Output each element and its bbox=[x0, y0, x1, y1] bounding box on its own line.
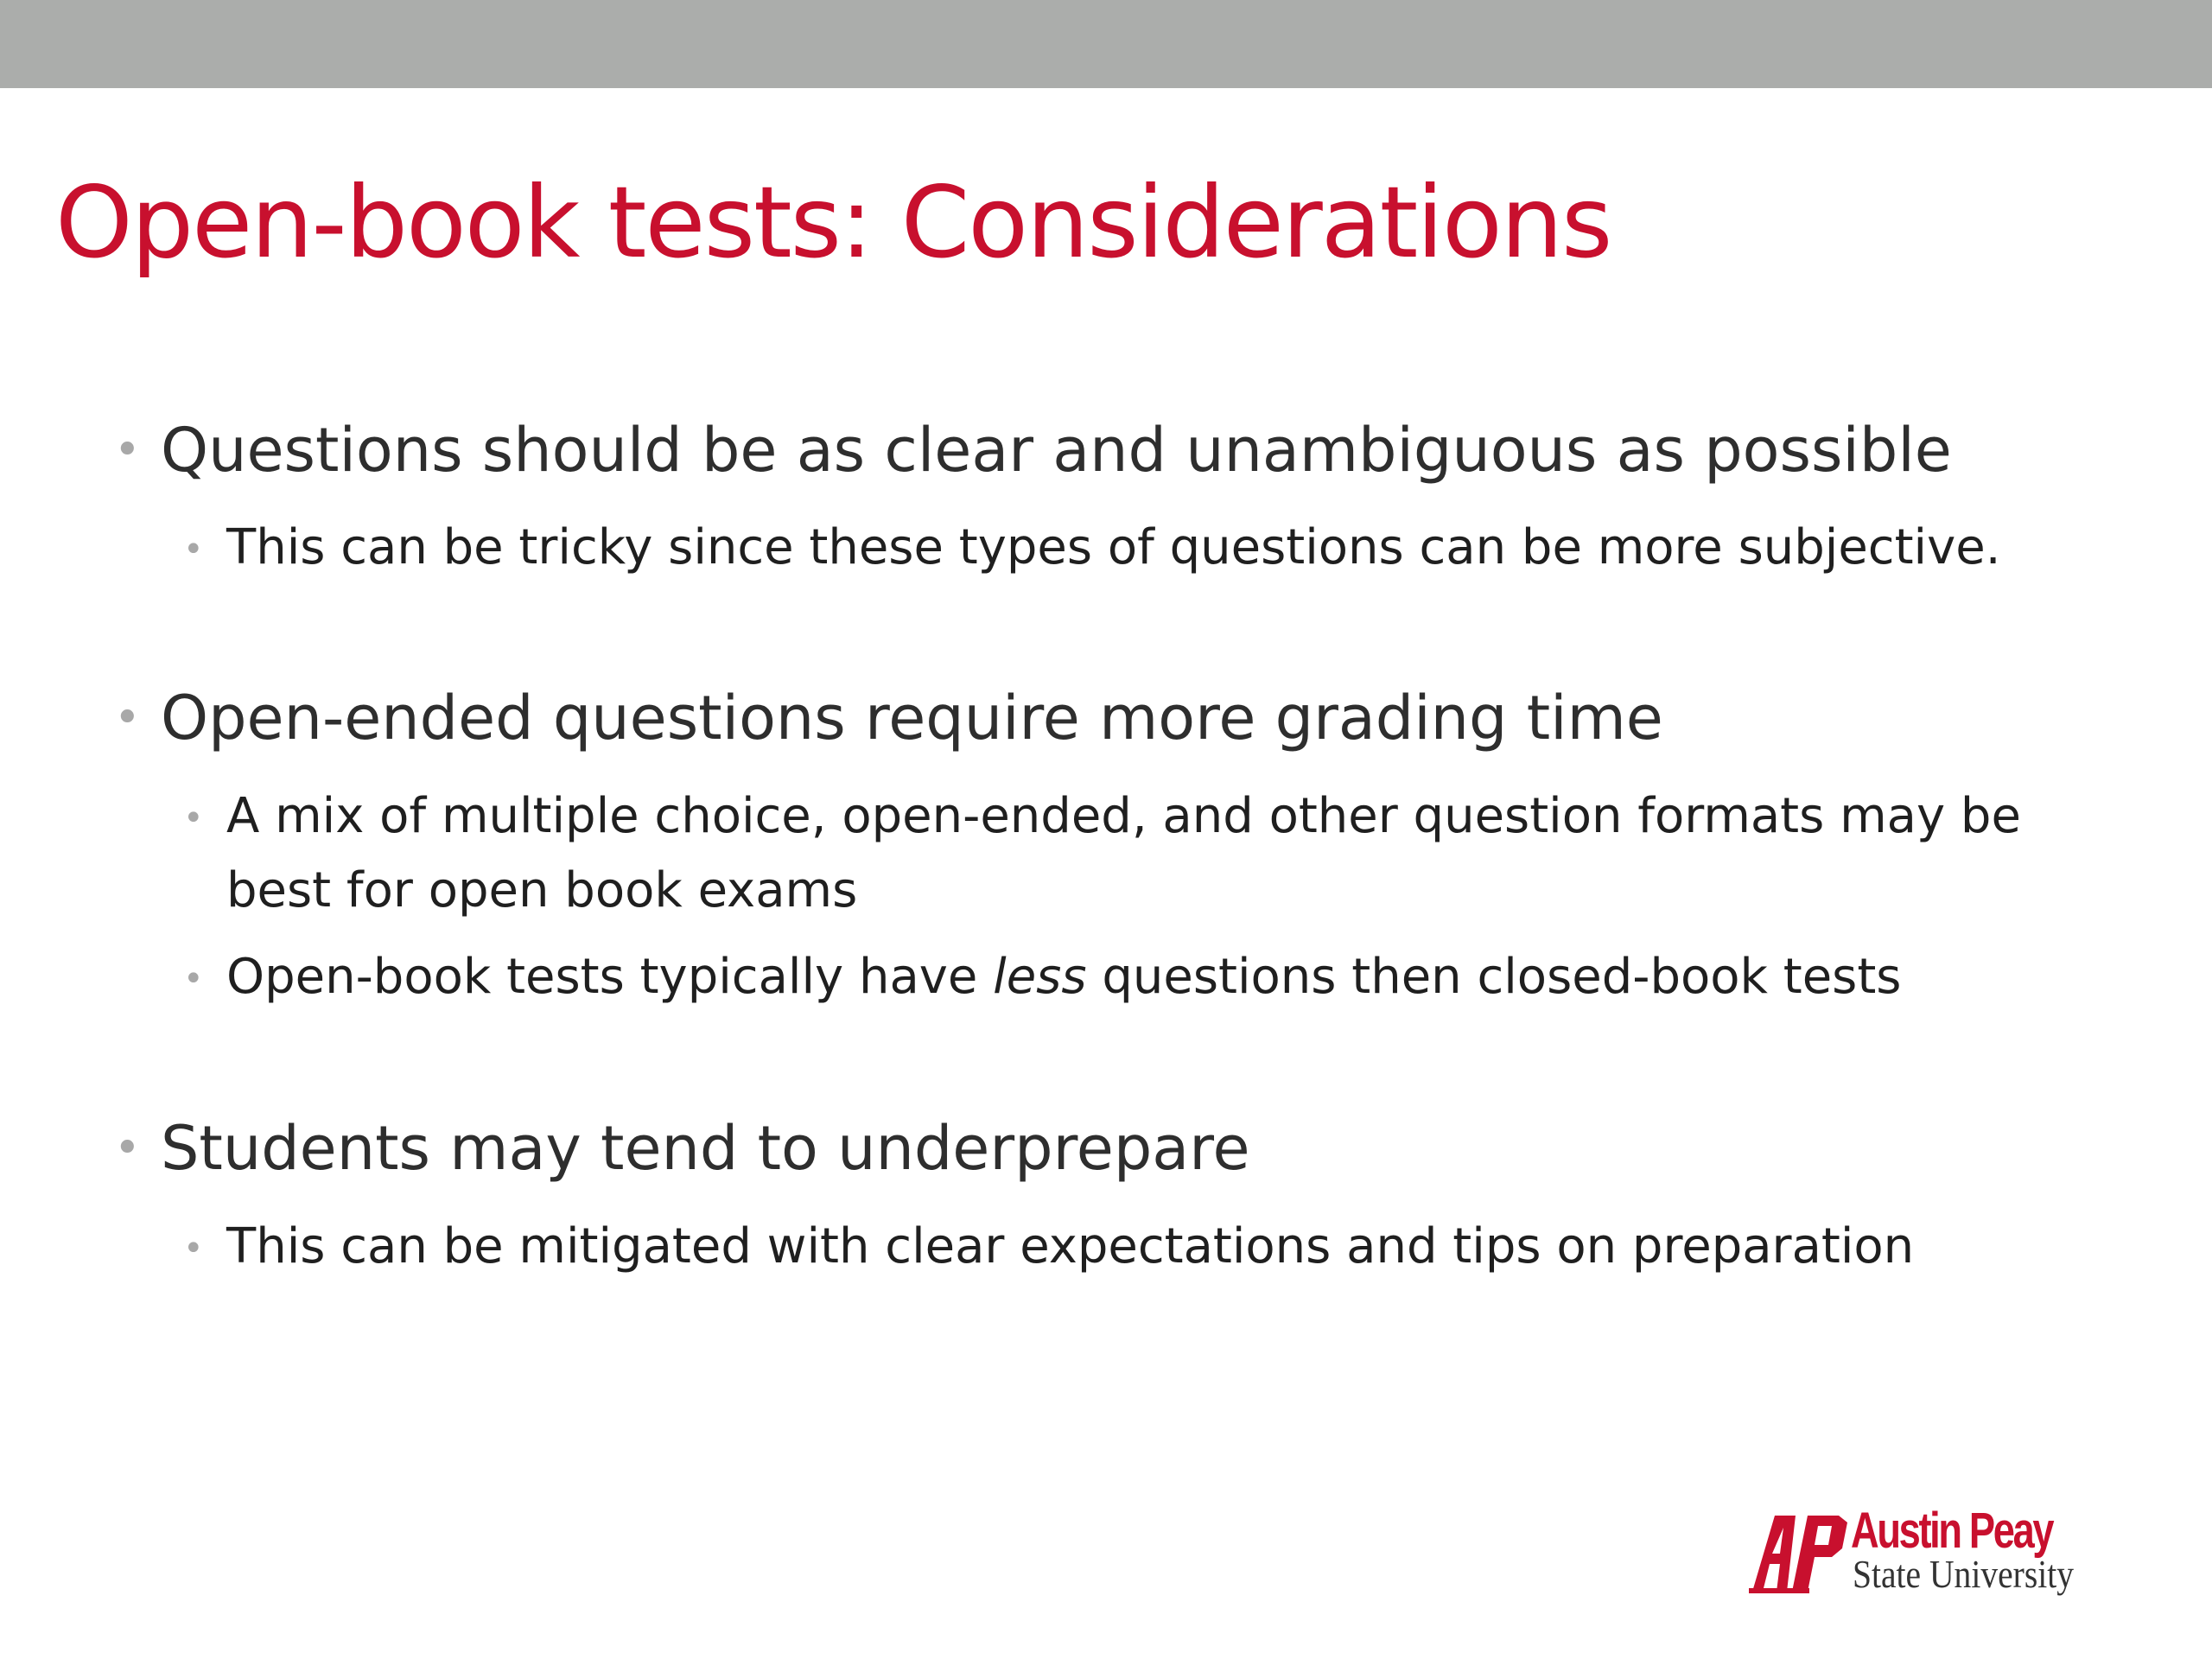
sub-bullet-text: A mix of multiple choice, open-ended, and other question formats may be best for open book exams bbox=[226, 788, 2021, 918]
sub-bullet-dot-icon: • bbox=[183, 1229, 204, 1268]
sub-bullet-dot-icon: • bbox=[183, 959, 204, 999]
logo-name-line1: Austin Peay bbox=[1851, 1503, 2053, 1559]
logo-name-line2: State University bbox=[1853, 1552, 2075, 1596]
bullet-item bbox=[114, 679, 1663, 757]
bullet-text: Students may tend to underprepare bbox=[161, 1113, 1250, 1184]
slide-title: Open-book tests: Considerations bbox=[55, 165, 1611, 280]
sub-bullet-item bbox=[183, 940, 1902, 1014]
sub-bullet-dot-icon: • bbox=[183, 798, 204, 838]
bullet-item bbox=[114, 1109, 1250, 1187]
sub-bullet-text-after: questions then closed-book tests bbox=[1086, 949, 1902, 1005]
bullet-text: Open-ended questions require more grading time bbox=[161, 683, 1663, 753]
sub-bullet-text-before: Open-book tests typically have bbox=[226, 949, 994, 1005]
sub-bullet-text: This can be mitigated with clear expectations and tips on preparation bbox=[226, 1218, 1915, 1274]
top-bar bbox=[0, 0, 2212, 88]
university-logo bbox=[1749, 1503, 2120, 1596]
sub-bullet-item bbox=[183, 511, 2001, 585]
bullet-text: Questions should be as clear and unambiguous as possible bbox=[161, 415, 1952, 486]
sub-bullet-item bbox=[183, 779, 2101, 928]
bullet-item bbox=[114, 411, 1952, 489]
bullet-dot-icon: • bbox=[114, 692, 141, 744]
ap-monogram-icon bbox=[1749, 1509, 1853, 1595]
sub-bullet-item bbox=[183, 1210, 1915, 1284]
bullet-dot-icon: • bbox=[114, 424, 141, 476]
sub-bullet-dot-icon: • bbox=[183, 530, 204, 569]
sub-bullet-text: This can be tricky since these types of questions can be more subjective. bbox=[226, 519, 2001, 575]
sub-bullet-emphasis: less bbox=[993, 949, 1087, 1005]
bullet-dot-icon: • bbox=[114, 1122, 141, 1174]
